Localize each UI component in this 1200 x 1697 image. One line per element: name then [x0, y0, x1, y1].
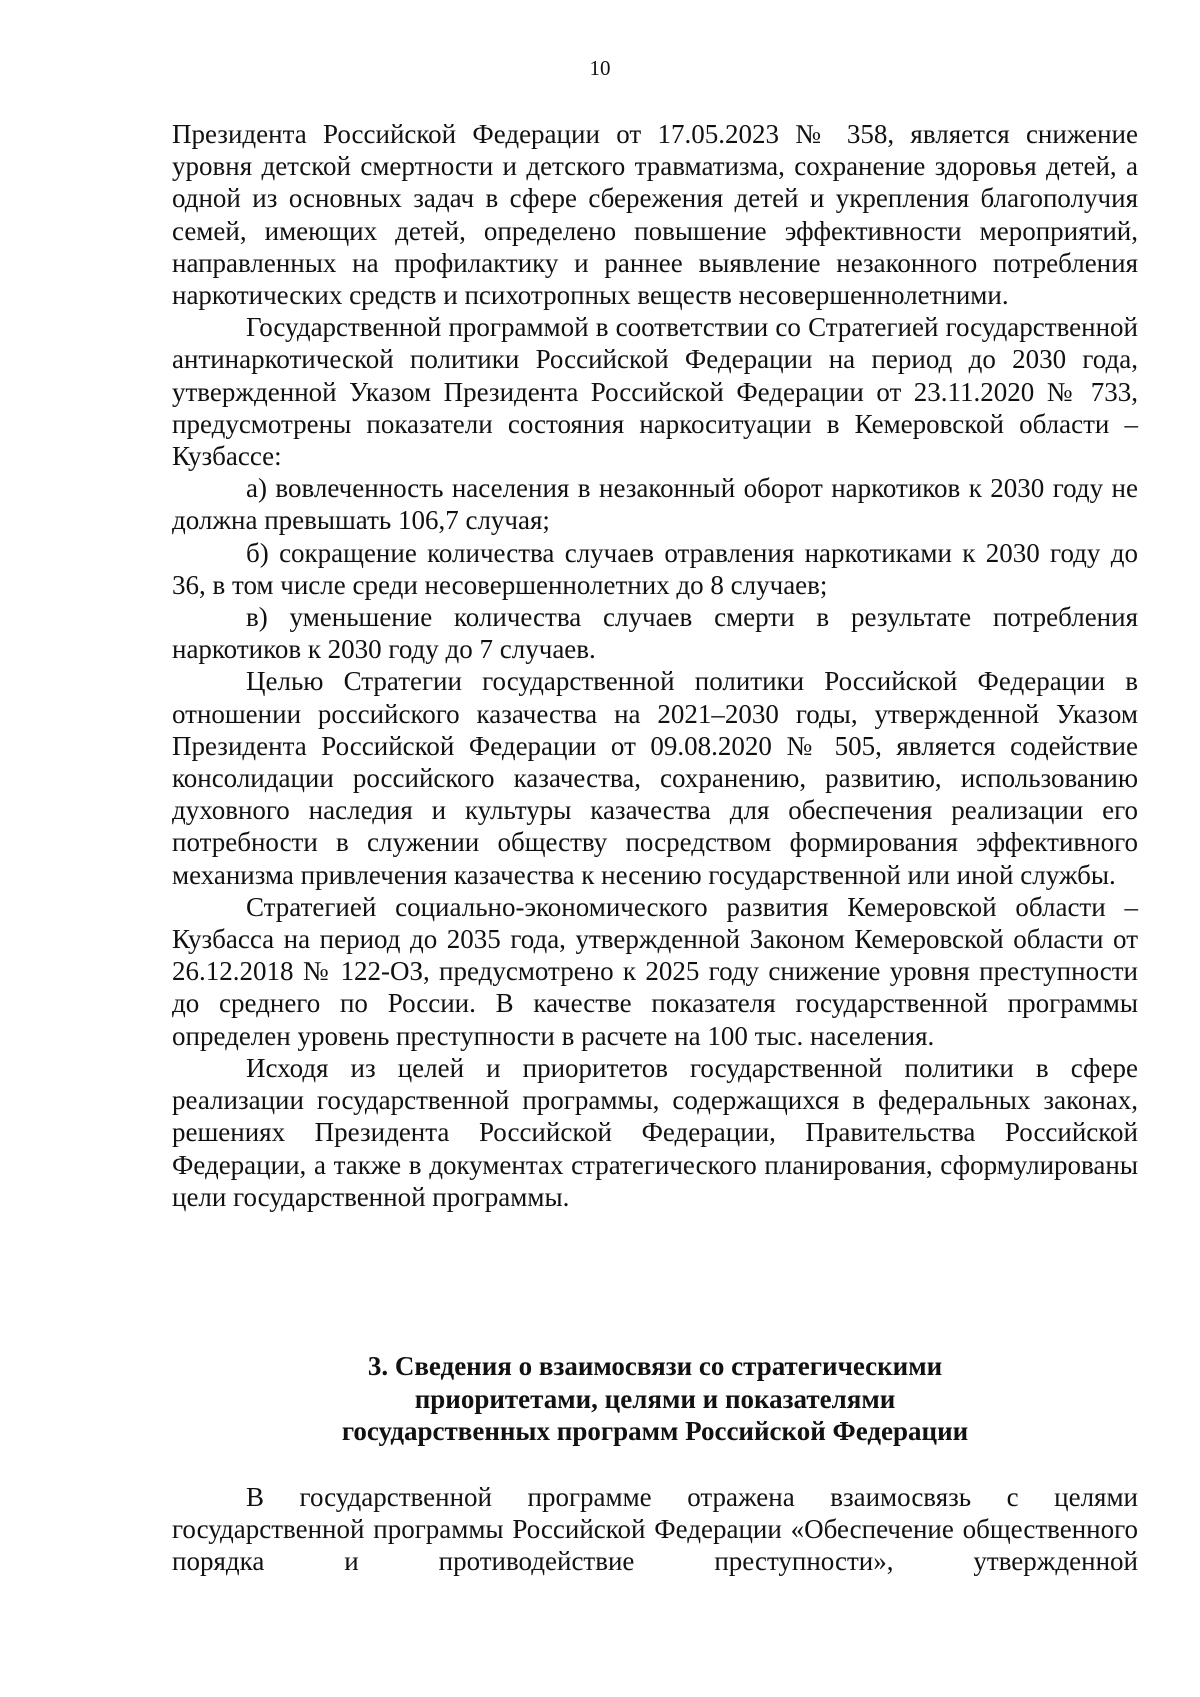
- section-heading-line: приоритетами, целями и показателями: [414, 1383, 896, 1414]
- paragraph-program-goals: Исходя из целей и приоритетов государственной политики в сфере реализации государственной программы, содержащихся в федеральных законах, решениях Президента Российской Федерации, Правительства Российской Федерации, а также в документах стратегического планирования, сформулированы цели государственной программы.: [172, 1052, 1138, 1212]
- section-heading-line: 3. Сведения о взаимосвязи со стратегическими: [367, 1351, 943, 1381]
- paragraph-continuation: Президента Российской Федерации от 17.05.2023 № 358, является снижение уровня детской смертности и детского травматизма, сохранение здоровья детей, а одной из основных задач в сфере сбережения детей и укрепления благополучия семей, имеющих детей, определено повышение эффективности мероприятий, направленных на профилактику и раннее выявление незаконного потребления наркотических средств и психотропных веществ несовершеннолетними.: [172, 119, 1138, 311]
- section-heading-line: государственных программ Российской Федерации: [341, 1416, 969, 1446]
- page-number: 10: [589, 56, 611, 80]
- list-item-a: а) вовлеченность населения в незаконный оборот наркотиков к 2030 году не должна превышать 106,7 случая;: [172, 473, 1138, 536]
- section-body: [172, 1481, 1138, 1578]
- list-item-b: б) сокращение количества случаев отравления наркотиками к 2030 году до 36, в том числе среди несовершеннолетних до 8 случаев;: [172, 537, 1138, 600]
- paragraph-interconnection: В государственной программе отражена взаимосвязь с целями государственной программы Российской Федерации «Обеспечение общественного порядка и противодействие преступности», утвержденной: [172, 1482, 1138, 1577]
- paragraph-kuzbass-strategy: Стратегией социально-экономического развития Кемеровской области – Кузбасса на период до 2035 года, утвержденной Законом Кемеровской области от 26.12.2018 № 122-ОЗ, предусмотрено к 2025 году снижение уровня преступности до среднего по России. В качестве показателя государственной программы определен уровень преступности в расчете на 100 тыс. населения.: [172, 891, 1138, 1051]
- document-body: [172, 118, 1138, 1213]
- list-item-c: в) уменьшение количества случаев смерти в результате потребления наркотиков к 2030 году до 7 случаев.: [172, 602, 1138, 665]
- section-heading: [172, 1350, 1138, 1448]
- paragraph-antidrug-strategy: Государственной программой в соответствии со Стратегией государственной антинаркотической политики Российской Федерации на период до 2030 года, утвержденной Указом Президента Российской Федерации от 23.11.2020 № 733, предусмотрены показатели состояния наркоситуации в Кемеровской области – Кузбассе:: [172, 312, 1138, 472]
- paragraph-cossack-strategy: Целью Стратегии государственной политики Российской Федерации в отношении российского казачества на 2021–2030 годы, утвержденной Указом Президента Российской Федерации от 09.08.2020 № 505, является содействие консолидации российского казачества, сохранению, развитию, использованию духовного наследия и культуры казачества для обеспечения реализации его потребности в служении обществу посредством формирования эффективного механизма привлечения казачества к несению государственной или иной службы.: [172, 666, 1138, 890]
